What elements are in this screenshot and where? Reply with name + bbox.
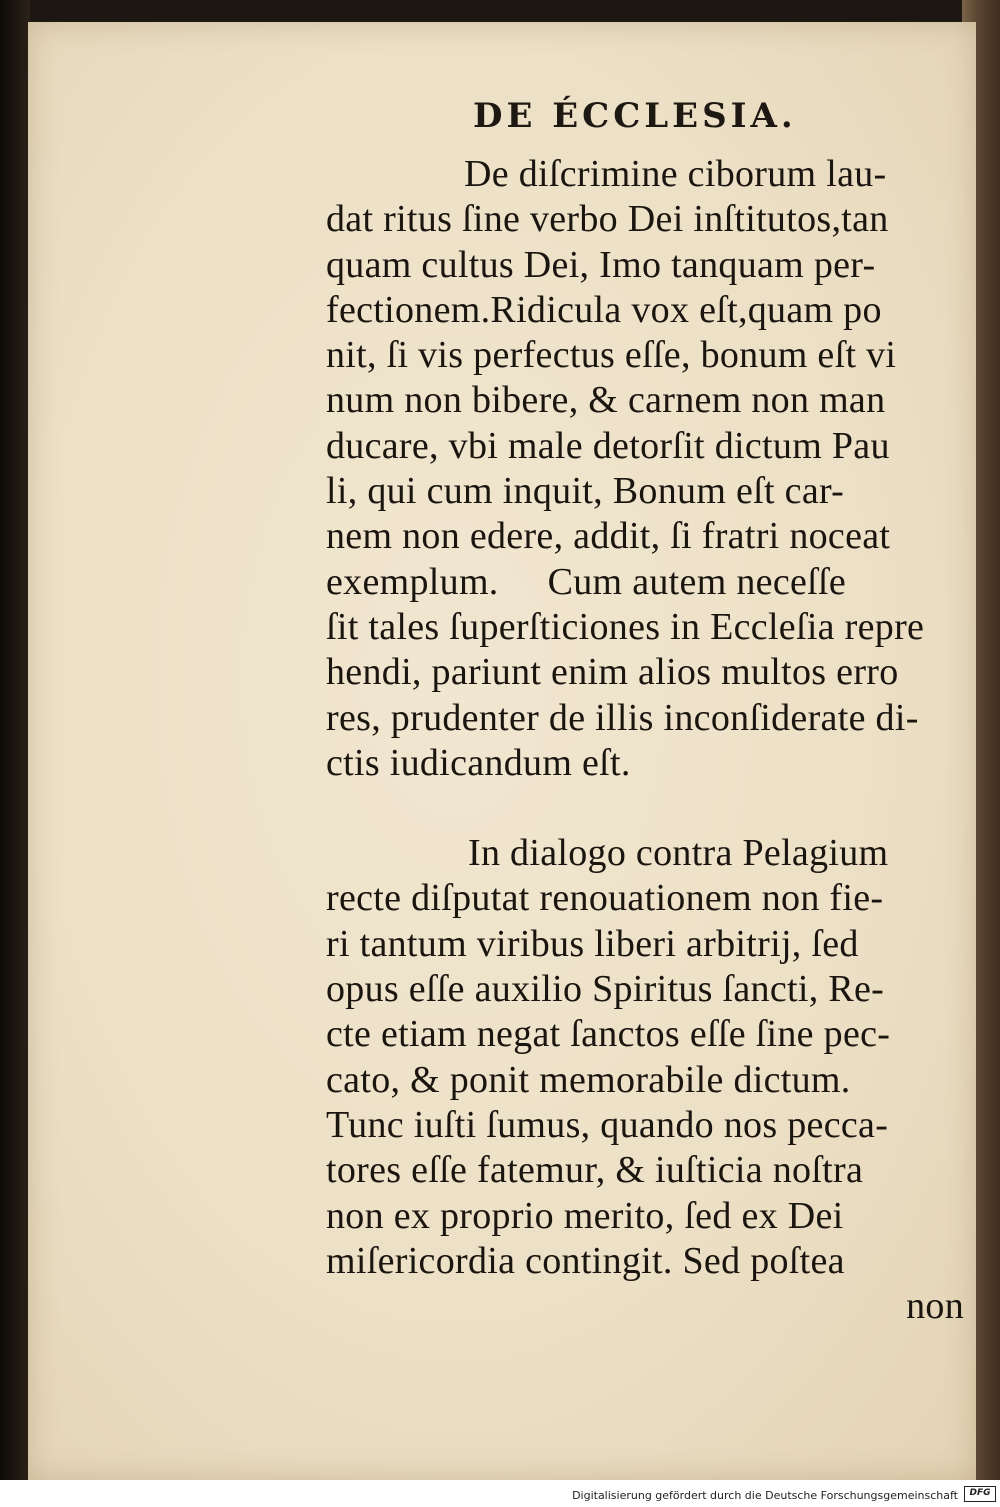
catchword: non — [906, 1285, 964, 1328]
text-line: non ex proprio merito, ſed ex Dei — [326, 1194, 844, 1237]
text-line: recte diſputat renouationem non fie- — [326, 877, 884, 920]
text-line: num non bibere, & carnem non man — [326, 379, 886, 422]
footer-bar — [0, 1480, 1000, 1507]
text-line: ctis iudicandum eſt. — [326, 741, 631, 784]
text-line: exemplum. Cum autem neceſſe — [326, 560, 847, 603]
running-head: DE ÉCCLESIA. — [473, 96, 797, 136]
text-line: In dialogo contra Pelagium — [468, 832, 889, 875]
text-line: li, qui cum inquit, Bonum eſt car- — [326, 470, 845, 513]
text-line: quam cultus Dei, Imo tanquam per- — [326, 243, 876, 286]
dfg-logo-icon: DFG — [964, 1486, 996, 1502]
text-line: nem non edere, addit, ſi fratri noceat — [326, 515, 891, 558]
text-line: Tunc iuſti ſumus, quando nos pecca- — [326, 1103, 889, 1146]
text-line: hendi, pariunt enim alios multos erro — [326, 651, 899, 694]
text-line: fectionem.Ridicula vox eſt,quam po — [326, 288, 882, 331]
text-line: miſericordia contingit. Sed poſtea — [326, 1239, 845, 1282]
text-line: dat ritus ſine verbo Dei inſtitutos,tan — [326, 198, 889, 241]
paragraph-gap — [326, 786, 966, 831]
footer-credit: Digitalisierung gefördert durch die Deutsche Forschungsgemeinschaft — [572, 1489, 958, 1502]
text-line: nit, ſi vis perfectus eſſe, bonum eſt vi — [326, 334, 897, 377]
text-line: cte etiam negat ſanctos eſſe ſine pec- — [326, 1013, 891, 1056]
text-line: ducare, vbi male detorſit dictum Pau — [326, 424, 890, 467]
page-text — [326, 152, 966, 1329]
text-line: res, prudenter de illis inconſiderate di- — [326, 696, 919, 739]
text-line: ri tantum viribus liberi arbitrij, ſed — [326, 922, 859, 965]
text-line: cato, & ponit memorabile dictum. — [326, 1058, 851, 1101]
book-left-edge — [0, 0, 30, 1480]
text-line: opus eſſe auxilio Spiritus ſancti, Re- — [326, 968, 885, 1011]
text-line: ſit tales ſuperſticiones in Eccleſia repre — [326, 605, 925, 648]
text-line: De diſcrimine ciborum lau- — [464, 153, 887, 195]
text-line: tores eſſe fatemur, & iuſticia noſtra — [326, 1149, 864, 1192]
